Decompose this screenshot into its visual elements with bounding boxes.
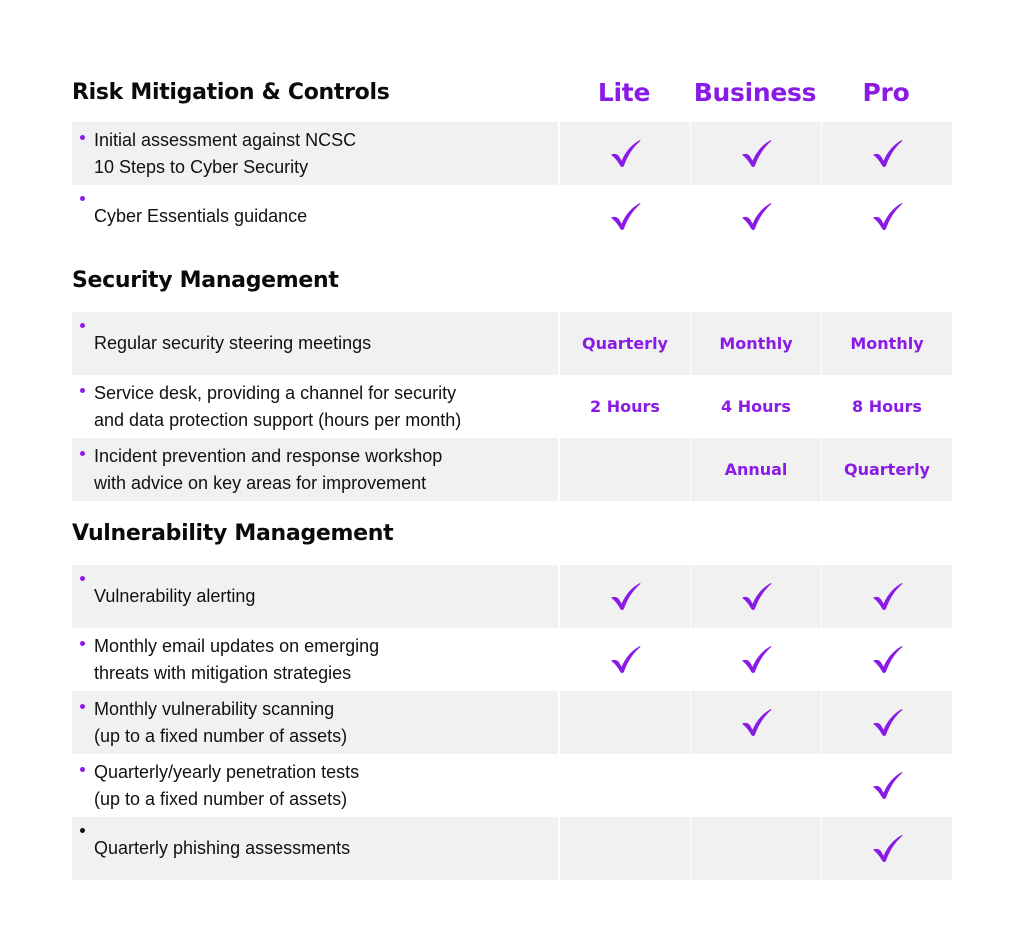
bullet-icon	[80, 641, 85, 646]
checkmark-icon	[870, 200, 904, 234]
checkmark-icon	[739, 200, 773, 234]
value-cell-pro	[822, 312, 952, 375]
checkmark-icon	[739, 137, 773, 171]
feature-label-line: Monthly vulnerability scanning	[94, 698, 335, 719]
checkmark-icon	[739, 580, 773, 614]
value-cell-pro	[822, 691, 952, 754]
feature-cell	[72, 565, 558, 628]
value-cell-pro	[822, 628, 952, 691]
value-cell-lite	[560, 375, 690, 438]
value-cell-lite	[560, 691, 690, 754]
value-text: Monthly	[850, 334, 924, 353]
feature-label	[94, 759, 359, 813]
value-cell-business	[691, 312, 821, 375]
value-cell-pro	[822, 565, 952, 628]
feature-cell	[72, 754, 558, 817]
value-cell-pro	[822, 122, 952, 185]
feature-label	[94, 127, 356, 181]
section-header	[72, 501, 952, 565]
bullet-icon	[80, 576, 85, 581]
feature-cell	[72, 312, 558, 375]
table-row	[72, 375, 952, 438]
section-title: Security Management	[72, 267, 339, 293]
bullet-icon	[80, 323, 85, 328]
feature-label	[94, 835, 350, 862]
value-text: Quarterly	[582, 334, 668, 353]
feature-label-line: threats with mitigation strategies	[94, 662, 352, 683]
feature-label-line: Incident prevention and response workshop	[94, 445, 443, 466]
value-cell-business	[691, 438, 821, 501]
value-cell-pro	[822, 438, 952, 501]
feature-cell	[72, 817, 558, 880]
bullet-icon	[80, 388, 85, 393]
tier-header-lite: Lite	[597, 77, 651, 107]
table-row	[72, 312, 952, 375]
section-header	[72, 248, 952, 312]
table-row	[72, 185, 952, 248]
feature-label-line: Service desk, providing a channel for security	[94, 382, 457, 403]
feature-cell	[72, 691, 558, 754]
value-text: Monthly	[719, 334, 793, 353]
table-row	[72, 565, 952, 628]
value-cell-lite	[560, 438, 690, 501]
feature-label-line: 10 Steps to Cyber Security	[94, 156, 309, 177]
feature-label-line: Monthly email updates on emerging	[94, 635, 380, 656]
feature-label	[94, 380, 461, 434]
value-cell-pro	[822, 754, 952, 817]
checkmark-icon	[608, 200, 642, 234]
feature-label	[94, 330, 371, 357]
feature-label-line: Vulnerability alerting	[94, 586, 256, 606]
bullet-icon	[80, 196, 85, 201]
comparison-table	[72, 62, 952, 880]
value-text: Annual	[724, 460, 788, 479]
checkmark-icon	[739, 643, 773, 677]
value-text: 2 Hours	[590, 397, 660, 416]
feature-cell	[72, 375, 558, 438]
checkmark-icon	[608, 643, 642, 677]
table-row	[72, 691, 952, 754]
feature-cell	[72, 185, 558, 248]
checkmark-icon	[870, 832, 904, 866]
value-cell-pro	[822, 817, 952, 880]
checkmark-icon	[870, 706, 904, 740]
checkmark-icon	[870, 769, 904, 803]
value-cell-business	[691, 375, 821, 438]
checkmark-icon	[608, 137, 642, 171]
table-row	[72, 817, 952, 880]
value-cell-lite	[560, 817, 690, 880]
value-cell-business	[691, 691, 821, 754]
value-cell-pro	[822, 185, 952, 248]
table-row	[72, 122, 952, 185]
tier-header-business: Business	[693, 77, 817, 107]
value-cell-business	[691, 185, 821, 248]
value-cell-business	[691, 754, 821, 817]
feature-label-line: Quarterly phishing assessments	[94, 838, 351, 858]
section-title: Vulnerability Management	[72, 520, 394, 546]
value-cell-lite	[560, 565, 690, 628]
feature-label-line: Cyber Essentials guidance	[94, 206, 308, 226]
table-row	[72, 438, 952, 501]
value-text: Quarterly	[844, 460, 930, 479]
section-title: Risk Mitigation & Controls	[72, 79, 390, 105]
value-cell-lite	[560, 312, 690, 375]
feature-cell	[72, 628, 558, 691]
value-cell-business	[691, 817, 821, 880]
bullet-icon	[80, 828, 85, 833]
value-cell-pro	[822, 375, 952, 438]
value-cell-lite	[560, 628, 690, 691]
checkmark-icon	[870, 643, 904, 677]
value-cell-lite	[560, 185, 690, 248]
checkmark-icon	[870, 580, 904, 614]
feature-label	[94, 443, 442, 497]
checkmark-icon	[870, 137, 904, 171]
value-cell-business	[691, 122, 821, 185]
feature-cell	[72, 122, 558, 185]
feature-label-line: Initial assessment against NCSC	[94, 129, 357, 150]
value-text: 4 Hours	[721, 397, 791, 416]
feature-cell	[72, 438, 558, 501]
checkmark-icon	[608, 580, 642, 614]
value-cell-business	[691, 628, 821, 691]
bullet-icon	[80, 704, 85, 709]
value-cell-lite	[560, 122, 690, 185]
table-row	[72, 754, 952, 817]
feature-label-line: Regular security steering meetings	[94, 333, 372, 353]
value-text: 8 Hours	[852, 397, 922, 416]
feature-label-line: and data protection support (hours per month)	[94, 409, 462, 430]
feature-label-line: (up to a fixed number of assets)	[94, 788, 348, 809]
feature-label-line: with advice on key areas for improvement	[94, 472, 427, 493]
feature-label-line: Quarterly/yearly penetration tests	[94, 761, 360, 782]
bullet-icon	[80, 451, 85, 456]
feature-label-line: (up to a fixed number of assets)	[94, 725, 348, 746]
checkmark-icon	[739, 706, 773, 740]
value-cell-business	[691, 565, 821, 628]
value-cell-lite	[560, 754, 690, 817]
bullet-icon	[80, 135, 85, 140]
section-header	[72, 62, 952, 122]
table-row	[72, 628, 952, 691]
feature-label	[94, 203, 307, 230]
tier-header-pro: Pro	[862, 77, 910, 107]
feature-label	[94, 583, 255, 610]
feature-label	[94, 696, 347, 750]
feature-label	[94, 633, 379, 687]
bullet-icon	[80, 767, 85, 772]
